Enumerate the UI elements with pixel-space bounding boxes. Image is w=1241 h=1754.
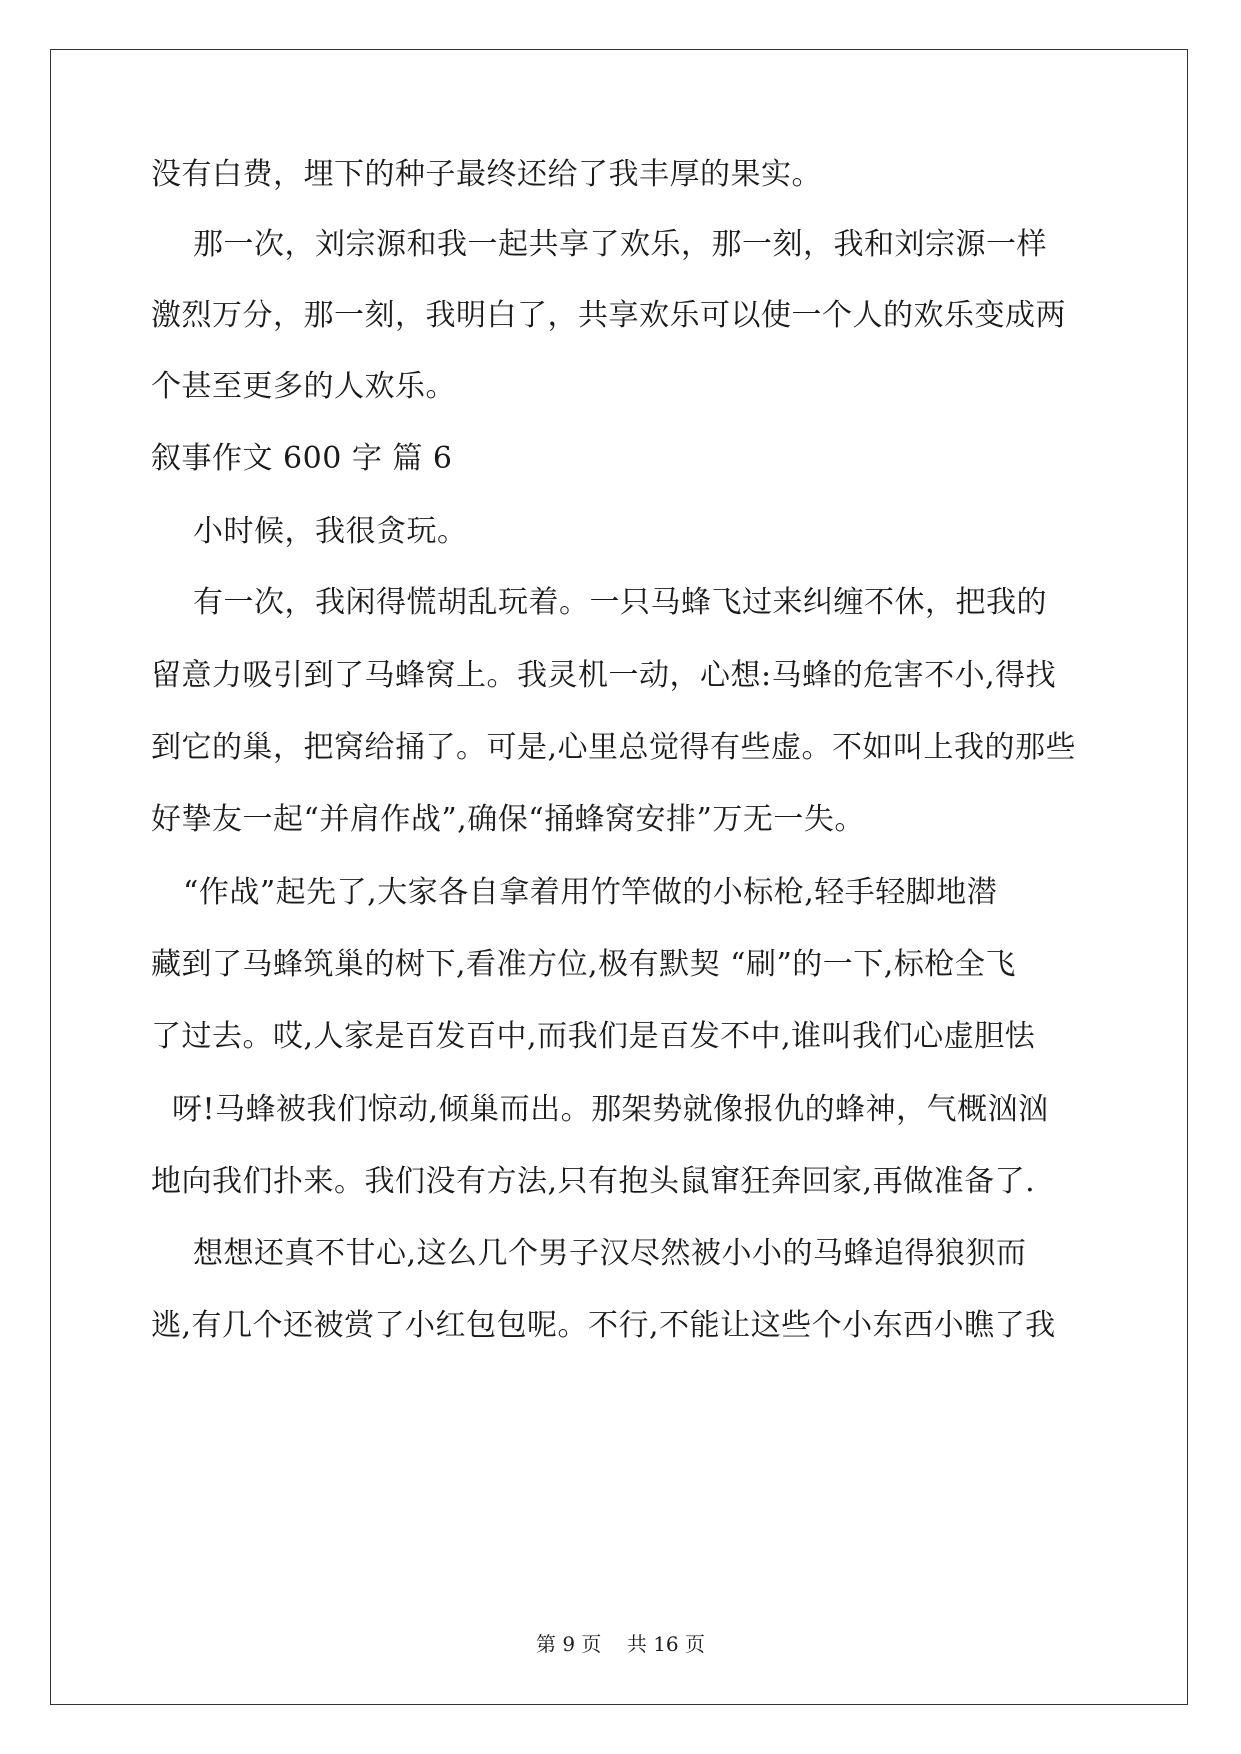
paragraph-line: 激烈万分，那一刻，我明白了，共享欢乐可以使一个人的欢乐变成两 bbox=[151, 298, 1066, 333]
paragraph-line: 没有白费，埋下的种子最终还给了我丰厚的果实。 bbox=[151, 157, 822, 192]
paragraph-line: 小时候，我很贪玩。 bbox=[193, 514, 468, 549]
paragraph-line: “作战”起先了,大家各自拿着用竹竿做的小标枪,轻手轻脚地潜 bbox=[183, 875, 998, 910]
paragraph-line: 那一次，刘宗源和我一起共享了欢乐，那一刻，我和刘宗源一样 bbox=[193, 227, 1047, 262]
paragraph-line: 了过去。哎,人家是百发百中,而我们是百发不中,谁叫我们心虚胆怯 bbox=[151, 1019, 1036, 1054]
section-heading: 叙事作文 600 字 篇 6 bbox=[151, 441, 453, 476]
page-number-footer: 第 9 页 共 16 页 bbox=[535, 1632, 706, 1656]
paragraph-line: 留意力吸引到了马蜂窝上。我灵机一动，心想:马蜂的危害不小,得找 bbox=[151, 658, 1057, 693]
paragraph-line: 到它的巢，把窝给捅了。可是,心里总觉得有些虚。不如叫上我的那些 bbox=[151, 730, 1077, 765]
paragraph-line: 藏到了马蜂筑巢的树下,看准方位,极有默契 “刷”的一下,标枪全飞 bbox=[151, 947, 1016, 982]
paragraph-line: 逃,有几个还被赏了小红包包呢。不行,不能让这些个小东西小瞧了我 bbox=[151, 1308, 1056, 1343]
paragraph-line: 好挚友一起“并肩作战”,确保“捅蜂窝安排”万无一失。 bbox=[151, 802, 865, 837]
paragraph-line: 地向我们扑来。我们没有方法,只有抱头鼠窜狂奔回家,再做准备了. bbox=[151, 1164, 1036, 1199]
paragraph-line: 有一次，我闲得慌胡乱玩着。一只马蜂飞过来纠缠不休，把我的 bbox=[193, 585, 1047, 620]
paragraph-line: 个甚至更多的人欢乐。 bbox=[151, 369, 456, 404]
paragraph-line: 呀!马蜂被我们惊动,倾巢而出。那架势就像报仇的蜂神，气概汹汹 bbox=[172, 1092, 1049, 1127]
paragraph-line: 想想还真不甘心,这么几个男子汉尽然被小小的马蜂追得狼狈而 bbox=[193, 1236, 1027, 1271]
